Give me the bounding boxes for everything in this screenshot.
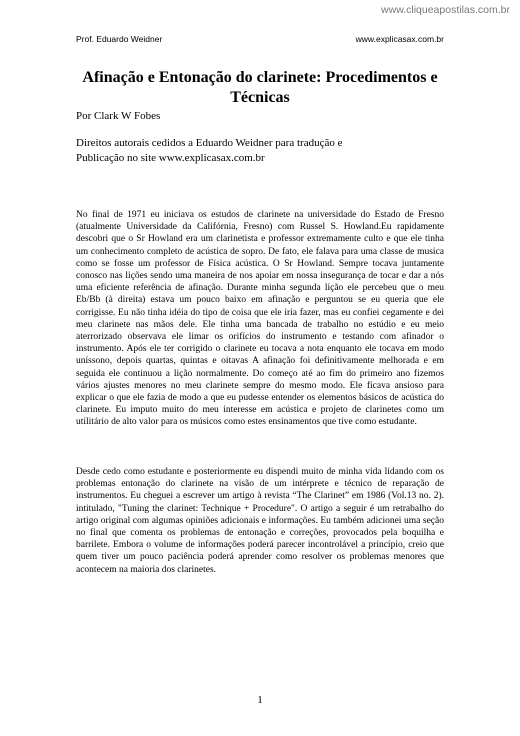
copyright-notice — [76, 136, 456, 166]
page-number: 1 — [257, 694, 263, 706]
author-line: Por Clark W Fobes — [76, 110, 161, 122]
copyright-line-1: Direitos autorais cedidos a Eduardo Weidner para tradução e — [76, 137, 343, 149]
watermark[interactable]: www.cliqueapostilas.com.br — [381, 4, 510, 16]
header-website[interactable]: www.explicasax.com.br — [355, 34, 444, 44]
document-title: Afinação e Entonação do clarinete: Procedimentos e Técnicas — [82, 69, 438, 106]
copyright-line-2: Publicação no site www.explicasax.com.br — [76, 152, 265, 164]
body-paragraph-1: No final de 1971 eu iniciava os estudos de clarinete na universidade do Estado de Fresno (atualmente Universidade da Califórnia, Fresno) com Russel S. Howland.Eu rapidamente descobri que o Sr Howland era um clarinetista e professor extremamente culto e que ele tinha um conhecimento completo de acústica de sopro. De fato, ele falava para uma classe de musica como se fosse um professor de Física acústica. O Sr Howland. Sempre tocava juntamente conosco nas lições sendo uma maneira de nos apoiar em nossa insegurança de tocar e dar a nós uma eficiente referência de afinação. Durante minha segunda lição ele percebeu que o meu Eb/Bb (à direita) estava um pouco baixo em afinação e perguntou se eu queria que ele corrigisse. Eu não tinha idéia do tipo de coisa que ele iria fazer, mas eu confiei cegamente e dei meu clarinete nas mãos dele. Ele tinha uma bancada de trabalho no estúdio e eu meio aterrorizado observava ele limar os orifícios do instrumento e testando com afinador o instrumento. Após ele ter corrigido o clarinete eu tocava a nota enquanto ele tocava em modo uníssono, depois quartas, quintas e oitavas A afinação foi definitivamente melhorada e em seguida ele continuou a lição normalmente. Do começo até ao fim do primeiro ano fizemos vários ajustes menores no meu clarinete sempre do mesmo modo. Ele ficava ansioso para explicar o que ele fazia de modo a que eu pudesse entender os elementos básicos de acústica do clarinete. Eu imputo muito do meu interesse em acústica e projeto de clarinetes como um utilitário de alto valor para os músicos como estes ensinamentos que tive como estudante. — [76, 210, 444, 428]
body-paragraph-2: Desde cedo como estudante e posteriormente eu dispendi muito de minha vida lidando com os problemas entonação do clarinete na visão de um intérprete e técnico de reparação de instrumentos. Eu cheguei a escrever um artigo à revista “The Clarinet” em 1986 (Vol.13 no. 2). intitulado, "Tuning the clarinet: Technique + Procedure". O artigo a seguir é um retrabalho do artigo original com algumas opiniões adicionais e informações. Eu também adicionei uma seção no final que comenta os problemas de entonação e correções, provocados pela boquilha e barrilete. Embora o volume de informações poderá parecer incontrolável a princípio, creio que quem tiver um pouco paciência poderá aprender como resolver os problemas menores que acontecem na maioria dos clarinetes. — [76, 467, 444, 575]
header-author: Prof. Eduardo Weidner — [76, 34, 163, 44]
